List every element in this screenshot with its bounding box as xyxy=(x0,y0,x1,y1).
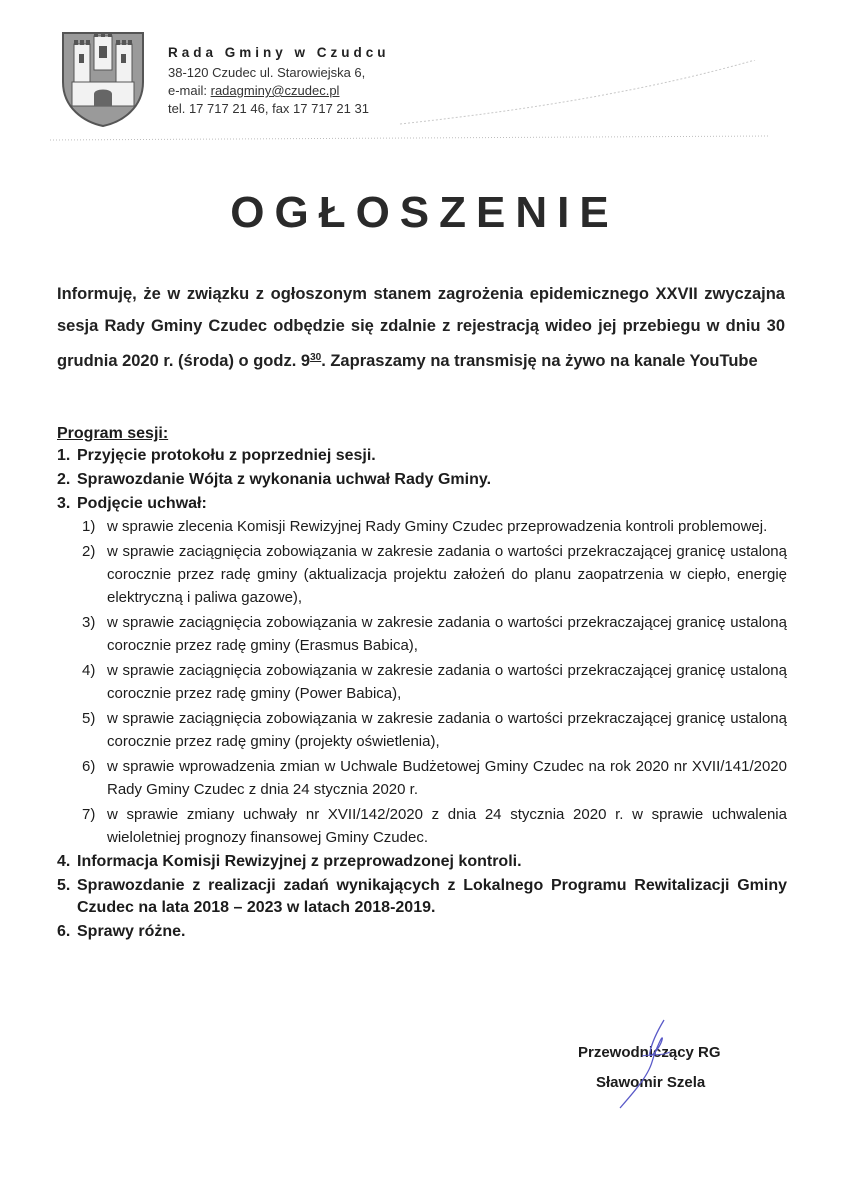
item-text: Przyjęcie protokołu z poprzedniej sesji. xyxy=(77,447,376,464)
item-text: Sprawy różne. xyxy=(77,923,186,940)
program-item xyxy=(57,875,787,919)
resolution-number: 4) xyxy=(82,662,96,679)
program-title: Program sesji: xyxy=(57,425,169,442)
session-program xyxy=(57,424,787,943)
resolution-text: w sprawie zmiany uchwały nr XVII/142/2020 z dnia 24 stycznia 2020 r. w sprawie uchwalenia wieloletniej prognozy finansowej Gminy Czudec. xyxy=(107,806,787,846)
address-line: 38-120 Czudec ul. Starowiejska 6, xyxy=(168,65,366,80)
intro-text-end: . Zapraszamy na transmisję na żywo na kanale YouTube xyxy=(321,352,758,370)
resolution-number: 1) xyxy=(82,518,96,535)
program-item xyxy=(57,469,787,491)
resolution-item xyxy=(57,659,787,705)
announcement-paragraph xyxy=(57,278,785,377)
item-number: 6. xyxy=(57,923,71,940)
resolutions-list xyxy=(57,515,787,849)
program-item xyxy=(57,445,787,467)
resolution-item xyxy=(57,540,787,609)
resolution-item xyxy=(57,611,787,657)
phone-line: tel. 17 717 21 46, fax 17 717 21 31 xyxy=(168,101,369,116)
resolution-number: 7) xyxy=(82,806,96,823)
item-text: Podjęcie uchwał: xyxy=(77,495,207,512)
program-item xyxy=(57,493,787,515)
item-text: Sprawozdanie Wójta z wykonania uchwał Rady Gminy. xyxy=(77,471,492,488)
program-item xyxy=(57,851,787,873)
item-number: 5. xyxy=(57,877,71,894)
resolution-text: w sprawie zaciągnięcia zobowiązania w zakresie zadania o wartości przekraczającej granicę ustaloną corocznie przez radę gminy (projekty oświetlenia), xyxy=(107,710,787,750)
intro-text-start: Informuję, że w związku z ogłoszonym stanem zagrożenia epidemicznego XXVII zwyczajna sesja Rady Gminy Czudec odbędzie się zdalnie z rejestracją wideo jej przebiegu w dniu 30 grudnia 2020 r. (środa) o godz. xyxy=(57,285,785,370)
minutes-value: 30 xyxy=(310,352,322,363)
item-number: 4. xyxy=(57,853,71,870)
signature-scribble xyxy=(612,1018,682,1110)
item-text: Sprawozdanie z realizacji zadań wynikających z Lokalnego Programu Rewitalizacji Gminy Czudec na lata 2018 – 2023 w latach 2018-2019. xyxy=(77,877,787,916)
coat-of-arms-icon xyxy=(60,30,146,128)
page-title: OGŁOSZENIE xyxy=(230,188,619,237)
resolution-text: w sprawie zlecenia Komisji Rewizyjnej Rady Gminy Czudec przeprowadzenia kontroli problemowej. xyxy=(107,518,768,535)
resolution-item xyxy=(57,755,787,801)
resolution-number: 5) xyxy=(82,710,96,727)
resolution-item xyxy=(57,707,787,753)
organization-name: Rada Gminy w Czudcu xyxy=(168,45,390,60)
hour-value: 9 xyxy=(300,352,311,370)
signer-role: Przewodniczący RG xyxy=(578,1044,721,1061)
letterhead xyxy=(168,44,390,118)
resolution-number: 2) xyxy=(82,543,96,560)
email-link[interactable]: radagminy@czudec.pl xyxy=(210,83,340,98)
resolution-text: w sprawie wprowadzenia zmian w Uchwale Budżetowej Gminy Czudec na rok 2020 nr XVII/141/2020 Rady Gminy Czudec z dnia 24 stycznia 2020 r. xyxy=(107,758,787,798)
item-number: 2. xyxy=(57,471,71,488)
resolution-number: 3) xyxy=(82,614,96,631)
resolution-text: w sprawie zaciągnięcia zobowiązania w zakresie zadania o wartości przekraczającej granicę ustaloną corocznie przez radę gminy (Power Babica), xyxy=(107,662,787,702)
item-text: Informacja Komisji Rewizyjnej z przeprowadzonej kontroli. xyxy=(77,853,522,870)
resolution-item xyxy=(57,515,787,538)
resolution-number: 6) xyxy=(82,758,96,775)
header-divider xyxy=(50,60,770,150)
resolution-text: w sprawie zaciągnięcia zobowiązania w zakresie zadania o wartości przekraczającej granicę ustaloną corocznie przez radę gminy (Erasmus Babica), xyxy=(107,614,787,654)
email-line xyxy=(168,82,390,100)
resolution-item xyxy=(57,803,787,849)
session-hour xyxy=(301,352,321,370)
resolution-text: w sprawie zaciągnięcia zobowiązania w zakresie zadania o wartości przekraczającej granicę ustaloną corocznie przez radę gminy (aktualizacja projektu założeń do planu zaopatrzenia w ciepło, energię elektryczną i paliwa gazowe), xyxy=(107,543,787,606)
item-number: 3. xyxy=(57,495,71,512)
program-item xyxy=(57,921,787,943)
email-label: e-mail: xyxy=(168,83,211,98)
signer-name: Sławomir Szela xyxy=(596,1074,706,1091)
item-number: 1. xyxy=(57,447,71,464)
